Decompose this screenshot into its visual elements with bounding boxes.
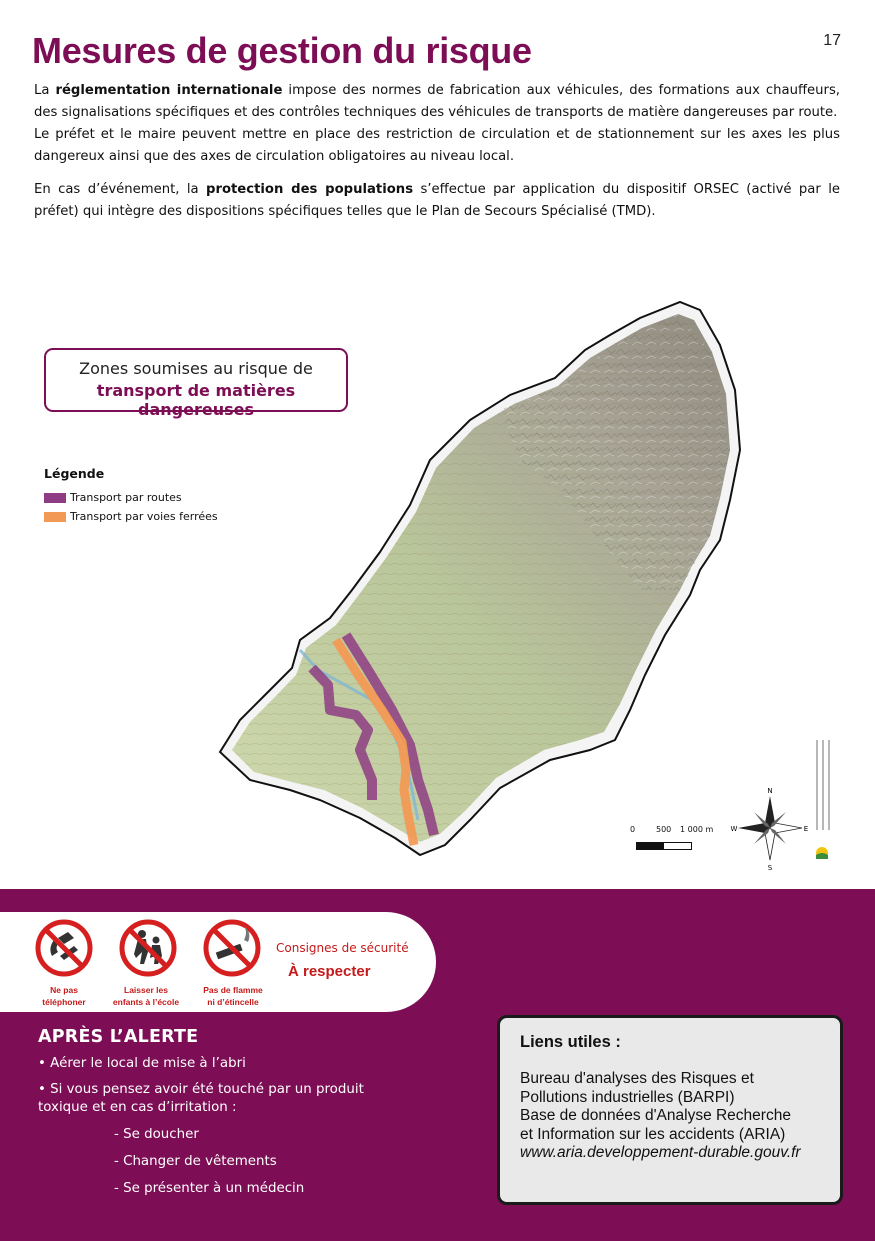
legend-item-routes — [44, 491, 218, 504]
after-alert-item-2-line1: • Si vous pensez avoir été touché par un produit — [38, 1082, 364, 1097]
compass-e: E — [803, 825, 809, 833]
map-credits — [816, 740, 830, 830]
legend-swatch-rail — [44, 512, 66, 522]
intro-p3-bold: protection des populations — [206, 182, 414, 197]
legend-item-rail — [44, 510, 218, 523]
page-title: Mesures de gestion du risque — [32, 30, 532, 71]
after-alert-item-1: • Aérer le local de mise à l’abri — [38, 1056, 246, 1071]
intro-p1-post: impose des normes de fabrication aux véhicules, des formations aux chauffeurs, des signalisations spécifiques et des contrôles techniques des véhicules de transports de matière dangereuses par route. — [34, 83, 841, 120]
useful-links-title: Liens utiles : — [520, 1033, 621, 1051]
page-number: 17 — [823, 32, 841, 49]
intro-p1-bold: réglementation internationale — [55, 83, 283, 98]
scale-label-0: 0 — [630, 825, 636, 834]
useful-links-line-3: Base de données d'Analyse Recherche — [520, 1107, 791, 1124]
consignes-title: Consignes de sécurité — [276, 941, 409, 955]
intro-paragraph-3 — [34, 179, 840, 223]
picto-label-flame: Pas de flamme ni d’étincelle — [203, 985, 263, 1007]
compass-s: S — [767, 864, 773, 872]
risk-map — [0, 290, 875, 890]
intro-p3-pre: En cas d’événement, la — [34, 182, 206, 197]
picto-label-school: Laisser les enfants à l’école — [112, 985, 180, 1007]
legend-swatch-routes — [44, 493, 66, 503]
useful-links-line-1: Bureau d'analyses des Risques et — [520, 1070, 754, 1087]
compass-icon — [731, 787, 809, 872]
map-title-line1: Zones soumises au risque de — [79, 359, 313, 378]
legend-label-rail: Transport par voies ferrées — [70, 510, 218, 523]
producer-logo — [816, 847, 828, 859]
after-alert-sub-2: - Changer de vêtements — [114, 1154, 277, 1169]
no-school-pickup-icon — [117, 918, 179, 983]
useful-links-line-4: et Information sur les accidents (ARIA) — [520, 1125, 786, 1143]
legend-label-routes: Transport par routes — [70, 491, 182, 504]
after-alert-sub-1: - Se doucher — [114, 1127, 199, 1142]
map-legend — [44, 466, 218, 529]
after-alert-item-2-line2: toxique et en cas d’irritation : — [38, 1100, 237, 1115]
map-title-line2: transport de matières dangereuses — [96, 381, 296, 419]
map-title-box — [44, 348, 348, 419]
intro-p3-post: s’effectue par application du dispositif ORSEC (activé par le préfet) qui intègre des dispositions spécifiques telles que le Plan de Secours Spécialisé (TMD). — [34, 182, 840, 219]
aria-link[interactable]: www.aria.developpement-durable.gouv.fr — [520, 1144, 801, 1161]
intro-paragraph-2: Le préfet et le maire peuvent mettre en place des restriction de circulation et de stationnement sur les axes les plus dangereux ainsi que des axes de circulation obligatoires au niveau local. — [34, 127, 840, 164]
scale-label-1000: 1 000 m — [680, 825, 714, 834]
scale-bar — [630, 825, 713, 850]
compass-w: W — [730, 825, 738, 833]
scale-label-500: 500 — [656, 825, 672, 834]
legend-title: Légende — [44, 466, 105, 481]
useful-links-box — [497, 1015, 843, 1205]
intro-text — [34, 80, 840, 223]
after-alert-title: APRÈS L’ALERTE — [38, 1027, 199, 1047]
after-alert-section — [38, 1027, 364, 1207]
intro-paragraph-1 — [34, 80, 840, 124]
bottom-band — [0, 889, 875, 1241]
after-alert-sub-3: - Se présenter à un médecin — [114, 1181, 305, 1196]
compass-n: N — [767, 787, 773, 795]
no-phone-icon — [33, 918, 95, 983]
picto-label-phone: Ne pas téléphoner — [42, 985, 86, 1007]
useful-links-line-2: Pollutions industrielles (BARPI) — [520, 1088, 735, 1106]
intro-p1-pre: La — [34, 83, 56, 98]
consignes-subtitle: À respecter — [288, 963, 371, 980]
safety-instructions — [0, 912, 436, 1012]
no-flame-icon — [201, 918, 263, 983]
